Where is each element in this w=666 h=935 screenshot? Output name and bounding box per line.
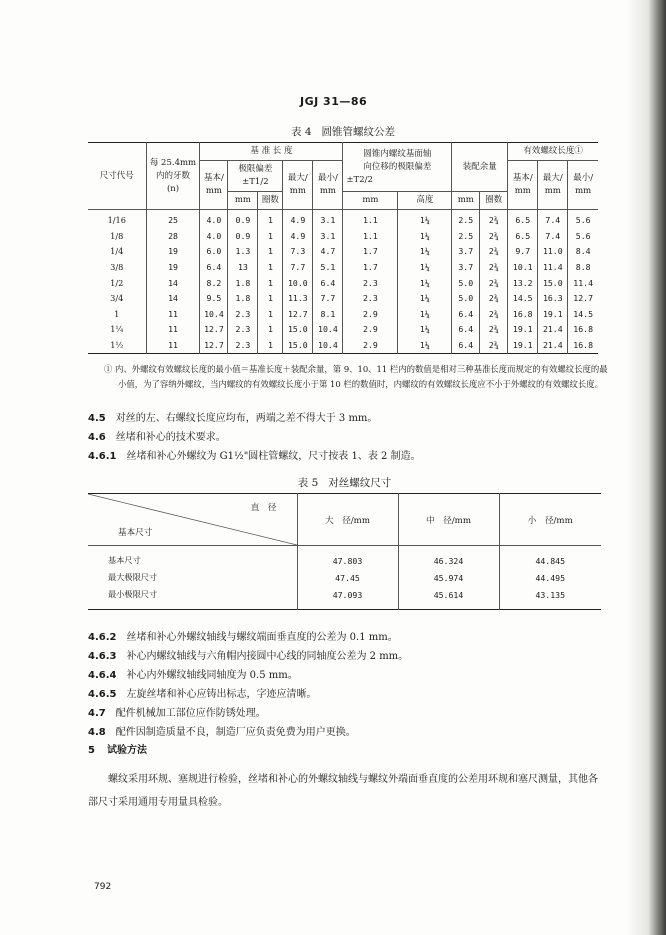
table-cell: 7.4 bbox=[538, 229, 568, 245]
clause-number: 4.8 bbox=[88, 727, 106, 738]
table-cell: 3.1 bbox=[313, 210, 343, 229]
clause-text: 配件因制造质量不良，制造厂应负责免费为用户更换。 bbox=[115, 727, 356, 738]
th-assembly: 装配余量 bbox=[452, 143, 508, 192]
diag-top-label: 直 径 bbox=[250, 503, 277, 513]
table-cell: 47.803 bbox=[297, 546, 398, 570]
table-cell: 2.9 bbox=[343, 322, 398, 338]
table4-caption bbox=[88, 124, 598, 139]
table-cell: 19.1 bbox=[508, 338, 538, 354]
table-cell: 10.0 bbox=[283, 275, 313, 291]
clause-number: 4.6.1 bbox=[88, 451, 117, 462]
clause-text: 补心内外螺纹轴线同轴度为 0.5 mm。 bbox=[126, 670, 298, 681]
table-cell: 2¾ bbox=[480, 260, 508, 276]
th-size: 尺寸代号 bbox=[88, 143, 146, 210]
th-eff-min: 最小/ mm bbox=[568, 161, 598, 210]
table-cell: 1.7 bbox=[343, 260, 398, 276]
table-cell: 14.5 bbox=[568, 307, 598, 323]
table-row bbox=[88, 275, 598, 291]
section-5-heading: 5 试验方法 bbox=[88, 745, 147, 756]
table-cell: 9.7 bbox=[508, 244, 538, 260]
table-cell: 1¼ bbox=[398, 260, 452, 276]
table-cell: 21.4 bbox=[538, 322, 568, 338]
table-cell: 1 bbox=[258, 322, 283, 338]
table-cell: 45.974 bbox=[398, 569, 499, 586]
table-cell: 2.3 bbox=[343, 275, 398, 291]
clause-text: 丝堵和补心外螺纹为 G1½"圆柱管螺纹，尺寸按表 1、表 2 制造。 bbox=[126, 451, 421, 462]
table-cell: 19.1 bbox=[508, 322, 538, 338]
table-cell: 3.7 bbox=[452, 260, 480, 276]
table-cell: 19 bbox=[146, 260, 200, 276]
table-cell: 2.3 bbox=[228, 322, 258, 338]
table-cell: 11 bbox=[146, 307, 200, 323]
table-cell: 19 bbox=[146, 244, 200, 260]
table-cell: 12.7 bbox=[200, 338, 228, 354]
th-limit-dev: 极限偏差 ±T1/2 bbox=[228, 161, 283, 192]
clause-number: 4.6.5 bbox=[88, 689, 117, 700]
table-cell: 5.6 bbox=[568, 229, 598, 245]
clause-text: 配件机械加工部位应作防锈处理。 bbox=[115, 708, 266, 719]
th-limit-turns: 圈数 bbox=[258, 192, 283, 210]
clause bbox=[88, 723, 356, 738]
table-cell: 10.4 bbox=[313, 338, 343, 354]
clause-text: 对丝的左、右螺纹长度应均布，两端之差不得大于 3 mm。 bbox=[115, 413, 378, 424]
table-cell: 14.5 bbox=[508, 291, 538, 307]
clause-number: 4.6 bbox=[88, 432, 106, 443]
table-cell: 12.7 bbox=[200, 322, 228, 338]
table-cell: 16.8 bbox=[568, 338, 598, 354]
table-cell: 1/16 bbox=[107, 215, 126, 226]
table-cell: 4.7 bbox=[313, 244, 343, 260]
clause bbox=[88, 409, 377, 424]
table-cell: 0.9 bbox=[228, 229, 258, 245]
table-cell: 5.0 bbox=[452, 291, 480, 307]
table-row bbox=[88, 569, 601, 586]
table-cell: 14 bbox=[146, 275, 200, 291]
table-cell: 1.7 bbox=[343, 244, 398, 260]
clause-text: 丝堵和补心外螺纹轴线与螺纹端面垂直度的公差为 0.1 mm。 bbox=[126, 632, 398, 643]
table-cell: 1/2 bbox=[110, 277, 124, 288]
table-cell: 2¾ bbox=[480, 291, 508, 307]
table-cell: 1 bbox=[258, 244, 283, 260]
th-eff-max: 最大/ mm bbox=[538, 161, 568, 210]
table-cell: 1 bbox=[258, 275, 283, 291]
table-cell: 2.3 bbox=[228, 338, 258, 354]
table-cell: 1 bbox=[258, 260, 283, 276]
table-cell: 3.7 bbox=[452, 244, 480, 260]
page-number: 792 bbox=[94, 882, 112, 892]
table-cell: 6.4 bbox=[452, 338, 480, 354]
table4 bbox=[88, 142, 598, 354]
table-cell: 基本尺寸 bbox=[108, 555, 141, 565]
table-cell: 2.5 bbox=[452, 210, 480, 229]
table-cell: 11 bbox=[146, 322, 200, 338]
clause bbox=[88, 628, 398, 643]
th-pitch-diameter: 中 径/mm bbox=[398, 494, 499, 546]
diag-bottom-label: 基本尺寸 bbox=[118, 528, 153, 538]
table-cell: 11.0 bbox=[538, 244, 568, 260]
table-cell: 2.9 bbox=[343, 338, 398, 354]
table-cell: 6.4 bbox=[452, 307, 480, 323]
table-cell: 11.3 bbox=[283, 291, 313, 307]
table-cell: 12.7 bbox=[568, 291, 598, 307]
table-cell: 13 bbox=[228, 260, 258, 276]
table-cell: 6.0 bbox=[200, 244, 228, 260]
table-cell: 最大极限尺寸 bbox=[108, 572, 158, 582]
table-cell: 2¾ bbox=[480, 210, 508, 229]
clause bbox=[88, 685, 316, 700]
table-cell: 4.9 bbox=[283, 229, 313, 245]
table-cell: 6.4 bbox=[452, 322, 480, 338]
table-cell: 1 bbox=[258, 338, 283, 354]
table-cell: 19.1 bbox=[538, 307, 568, 323]
table5 bbox=[88, 493, 601, 610]
table-cell: 1¼ bbox=[398, 275, 452, 291]
table-cell: 3/8 bbox=[110, 262, 124, 273]
table-cell: 2¾ bbox=[480, 322, 508, 338]
table-cell: 1¼ bbox=[110, 324, 124, 335]
table-cell: 1¼ bbox=[398, 291, 452, 307]
table-cell: 8.1 bbox=[313, 307, 343, 323]
table5-title: 对丝螺纹尺寸 bbox=[328, 477, 392, 489]
table-cell: 1 bbox=[258, 291, 283, 307]
running-header: JGJ 31—86 bbox=[300, 95, 368, 108]
clause bbox=[88, 428, 226, 443]
table-cell: 1.8 bbox=[228, 291, 258, 307]
table-cell: 15.0 bbox=[283, 338, 313, 354]
table5-caption bbox=[88, 475, 601, 490]
clause-text: 补心内螺纹轴线与六角帽内接圆中心线的同轴度公差为 2 mm。 bbox=[126, 651, 409, 662]
clause-number: 4.5 bbox=[88, 413, 106, 424]
table-cell: 6.5 bbox=[508, 229, 538, 245]
table-cell: 最小极限尺寸 bbox=[108, 589, 158, 599]
th-cone-mm: mm bbox=[343, 192, 398, 210]
table-cell: 6.4 bbox=[200, 260, 228, 276]
table-cell: 10.4 bbox=[313, 322, 343, 338]
section-5-text: 螺纹采用环规、塞规进行检验，丝堵和补心的外螺纹轴线与螺纹外端面垂直度的公差用环规和塞尺测量，其他各部尺寸采用通用专用量具检验。 bbox=[88, 774, 598, 808]
table4-title: 圆锥管螺纹公差 bbox=[321, 126, 396, 138]
table-cell: 1¼ bbox=[398, 338, 452, 354]
clause bbox=[88, 447, 421, 462]
table-cell: 21.4 bbox=[538, 338, 568, 354]
table-cell: 9.5 bbox=[200, 291, 228, 307]
table-cell: 1.8 bbox=[228, 275, 258, 291]
table-cell: 2.3 bbox=[343, 291, 398, 307]
table-cell: 2.9 bbox=[343, 307, 398, 323]
table-cell: 44.495 bbox=[499, 569, 601, 586]
th-cone: 圆锥内螺纹基面轴 向位移的极限偏差 ±T2/2 bbox=[343, 143, 452, 192]
table-cell: 1½ bbox=[110, 340, 124, 351]
table-cell: 2¾ bbox=[480, 275, 508, 291]
book-binding-shadow bbox=[626, 0, 666, 935]
table-cell: 1¼ bbox=[398, 244, 452, 260]
clause-number: 4.6.4 bbox=[88, 670, 117, 681]
th-base-length: 基 准 长 度 bbox=[200, 143, 343, 161]
table-cell: 1/4 bbox=[110, 246, 124, 257]
table5-number: 表 5 bbox=[297, 477, 319, 489]
table-cell: 1 bbox=[258, 307, 283, 323]
table-cell: 13.2 bbox=[508, 275, 538, 291]
table-cell: 5.1 bbox=[313, 260, 343, 276]
table-row bbox=[88, 322, 598, 338]
table-cell: 1.1 bbox=[343, 210, 398, 229]
th-base-min: 最小/ mm bbox=[313, 161, 343, 210]
table-row bbox=[88, 260, 598, 276]
table-cell: 7.4 bbox=[538, 210, 568, 229]
table-row bbox=[88, 546, 601, 570]
th-base-max: 最大/ mm bbox=[283, 161, 313, 210]
table-cell: 1¼ bbox=[398, 210, 452, 229]
table-cell: 47.45 bbox=[297, 569, 398, 586]
clause-text: 左旋丝堵和补心应铸出标志，字迹应清晰。 bbox=[126, 689, 317, 700]
table-cell: 1.3 bbox=[228, 244, 258, 260]
table-cell: 2.3 bbox=[228, 307, 258, 323]
table-row bbox=[88, 338, 598, 354]
table-cell: 2¾ bbox=[480, 307, 508, 323]
table-cell: 8.2 bbox=[200, 275, 228, 291]
th-major-diameter: 大 径/mm bbox=[297, 494, 398, 546]
table-row bbox=[88, 307, 598, 323]
table-cell: 3/4 bbox=[110, 293, 124, 304]
table-cell: 2¾ bbox=[480, 338, 508, 354]
table-cell: 2¾ bbox=[480, 229, 508, 245]
clause bbox=[88, 647, 408, 662]
table-row bbox=[88, 210, 598, 229]
clause-number: 4.6.3 bbox=[88, 651, 117, 662]
clause-text: 丝堵和补心的技术要求。 bbox=[115, 432, 226, 443]
table-cell: 6.5 bbox=[508, 210, 538, 229]
table-cell: 8.8 bbox=[568, 260, 598, 276]
clause-number: 4.6.2 bbox=[88, 632, 117, 643]
table-row bbox=[88, 586, 601, 610]
table-cell: 1 bbox=[258, 229, 283, 245]
th-asm-mm: mm bbox=[452, 192, 480, 210]
table-cell: 11.4 bbox=[538, 260, 568, 276]
table-cell: 11 bbox=[146, 338, 200, 354]
th-threads: 每 25.4mm 内的牙数 (n) bbox=[146, 143, 200, 210]
table-cell: 1 bbox=[258, 210, 283, 229]
table-cell: 10.4 bbox=[200, 307, 228, 323]
table-row bbox=[88, 244, 598, 260]
table-cell: 25 bbox=[146, 210, 200, 229]
table-cell: 3.1 bbox=[313, 229, 343, 245]
clause bbox=[88, 704, 266, 719]
table-cell: 46.324 bbox=[398, 546, 499, 570]
table-cell: 14 bbox=[146, 291, 200, 307]
th-base-nominal: 基本/ mm bbox=[200, 161, 228, 210]
table4-body bbox=[88, 210, 598, 354]
table-row bbox=[88, 229, 598, 245]
table4-number: 表 4 bbox=[290, 126, 312, 138]
table5-body bbox=[88, 546, 601, 610]
table-cell: 6.4 bbox=[313, 275, 343, 291]
table-cell: 10.1 bbox=[508, 260, 538, 276]
table-cell: 28 bbox=[146, 229, 200, 245]
table-cell: 15.0 bbox=[538, 275, 568, 291]
table-cell: 15.0 bbox=[283, 322, 313, 338]
table-cell: 47.093 bbox=[297, 586, 398, 610]
table-cell: 4.0 bbox=[200, 229, 228, 245]
table5-diagonal-header bbox=[88, 494, 297, 546]
th-asm-turns: 圈数 bbox=[480, 192, 508, 210]
th-limit-mm: mm bbox=[228, 192, 258, 210]
table-cell: 2¾ bbox=[480, 244, 508, 260]
table-cell: 45.614 bbox=[398, 586, 499, 610]
clause-number: 4.7 bbox=[88, 708, 106, 719]
table-cell: 1¼ bbox=[398, 229, 452, 245]
table-cell: 8.4 bbox=[568, 244, 598, 260]
table-cell: 11.4 bbox=[568, 275, 598, 291]
table-cell: 1¼ bbox=[398, 322, 452, 338]
table-cell: 12.7 bbox=[283, 307, 313, 323]
th-minor-diameter: 小 径/mm bbox=[499, 494, 601, 546]
th-cone-height: 高度 bbox=[398, 192, 452, 210]
clause bbox=[88, 666, 298, 681]
table-cell: 7.7 bbox=[313, 291, 343, 307]
table-cell: 1.1 bbox=[343, 229, 398, 245]
table-cell: 5.0 bbox=[452, 275, 480, 291]
table-cell: 2.5 bbox=[452, 229, 480, 245]
table-cell: 44.845 bbox=[499, 546, 601, 570]
table-cell: 1 bbox=[114, 308, 120, 319]
table-cell: 43.135 bbox=[499, 586, 601, 610]
table4-note: ① 内、外螺纹有效螺纹长度的最小值＝基准长度＋装配余量，第 9、10、11 栏内的数值是相对三种基准长度而规定的有效螺纹长度的最小值，为了容纳外螺纹，当内螺纹的有效螺纹长度小于第 10 栏的数值时，内螺纹的有效螺纹长度应不小于外螺纹的有效螺纹长度。 bbox=[104, 364, 608, 389]
table-cell: 1/8 bbox=[110, 230, 124, 241]
table-cell: 4.0 bbox=[200, 210, 228, 229]
table-cell: 7.3 bbox=[283, 244, 313, 260]
table-cell: 4.9 bbox=[283, 210, 313, 229]
table-cell: 16.8 bbox=[568, 322, 598, 338]
table-cell: 1¼ bbox=[398, 307, 452, 323]
table-row bbox=[88, 291, 598, 307]
table-cell: 5.6 bbox=[568, 210, 598, 229]
table-cell: 16.3 bbox=[538, 291, 568, 307]
th-effective: 有效螺纹长度① bbox=[508, 143, 598, 161]
th-eff-nominal: 基本/ mm bbox=[508, 161, 538, 210]
table-cell: 16.8 bbox=[508, 307, 538, 323]
table-cell: 7.7 bbox=[283, 260, 313, 276]
table-cell: 0.9 bbox=[228, 210, 258, 229]
